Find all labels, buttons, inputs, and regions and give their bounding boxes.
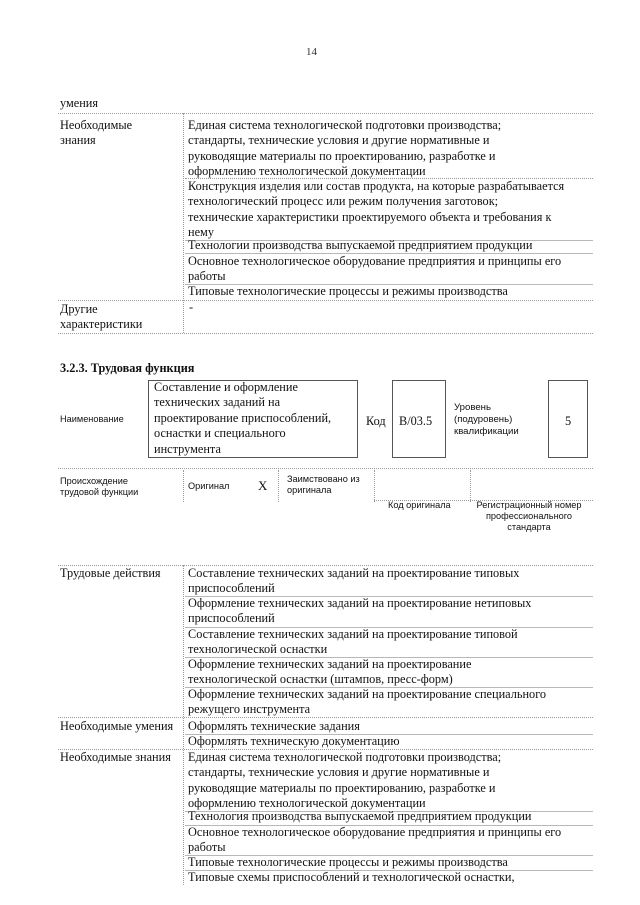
labor-action: Оформление технических заданий на проектирование нетиповых приспособлений (188, 596, 532, 626)
knowledge-item: Основное технологическое оборудование предприятия и принципы его работы (188, 254, 562, 284)
knowledge-item-2: Типовые схемы приспособлений и технологической оснастки, (188, 870, 515, 884)
page-number: 14 (306, 46, 317, 58)
knowledge-item-2: Типовые технологические процессы и режимы производства (188, 855, 508, 869)
knowledge-item-2: Единая система технологической подготовки производства; стандарты, технические условия и другие нормативные и руководящие материалы по проектированию, разработке и оформлению технологической документации (188, 750, 502, 811)
row-divider (58, 717, 593, 718)
labor-action: Оформление технических заданий на проектирование технологической оснастки (штампов, пресс-форм) (188, 657, 472, 687)
other-characteristics-value: - (189, 300, 194, 314)
knowledge-label: Необходимые знания (60, 118, 133, 148)
name-label: Наименование (60, 414, 124, 424)
column-divider (470, 470, 471, 502)
original-label: Оригинал (188, 481, 230, 491)
column-divider (183, 565, 184, 885)
labor-action: Оформление технических заданий на проектирование специального режущего инструмента (188, 687, 547, 717)
knowledge-item-2: Технология производства выпускаемой предприятием продукции (188, 809, 532, 823)
column-divider (183, 470, 184, 502)
row-divider (58, 333, 593, 334)
function-heading: 3.2.3. Трудовая функция (60, 361, 195, 375)
other-characteristics-label: Другие характеристики (60, 302, 143, 332)
labor-actions-label: Трудовые действия (60, 566, 161, 580)
reg-number-label: Регистрационный номер профессионального стандарта (476, 500, 582, 532)
knowledge-label-2: Необходимые знания (60, 750, 171, 764)
origin-label: Происхождение трудовой функции (60, 476, 139, 497)
code-value: B/03.5 (399, 414, 433, 428)
knowledge-item: Типовые технологические процессы и режимы производства (188, 284, 508, 298)
labor-action: Составление технических заданий на проектирование типовых приспособлений (188, 566, 520, 596)
labor-action: Составление технических заданий на проектирование типовой технологической оснастки (188, 627, 518, 657)
borrowed-label: Заимствовано из оригинала (287, 474, 360, 495)
row-divider (58, 300, 593, 301)
knowledge-item: Единая система технологической подготовки производства; стандарты, технические условия и другие нормативные и руководящие материалы по проектированию, разработке и оформлению технологической документации (188, 118, 502, 179)
code-original-label: Код оригинала (388, 500, 451, 510)
column-divider (374, 470, 375, 502)
code-label: Код (366, 414, 386, 428)
skill-item: Оформлять техническую документацию (188, 734, 400, 748)
knowledge-item: Технологии производства выпускаемой предприятием продукции (188, 238, 533, 252)
level-value: 5 (565, 414, 572, 428)
knowledge-item: Конструкция изделия или состав продукта, на которые разрабатывается технологический процесс или режим получения заготовок; технические характеристики проектируемого объекта и требования к нему (188, 179, 565, 240)
skill-item: Оформлять технические задания (188, 719, 360, 733)
name-value: Составление и оформление технических заданий на проектирование приспособлений, оснастки и специального инструмента (154, 380, 332, 456)
column-divider (278, 470, 279, 502)
row-divider (58, 468, 593, 469)
original-mark: X (258, 478, 268, 493)
knowledge-item-2: Основное технологическое оборудование предприятия и принципы его работы (188, 825, 562, 855)
row-divider (58, 113, 593, 114)
skills-label: Необходимые умения (60, 719, 174, 733)
level-label: Уровень (подуровень) квалификации (454, 402, 519, 437)
skills-label-tail: умения (60, 96, 99, 110)
